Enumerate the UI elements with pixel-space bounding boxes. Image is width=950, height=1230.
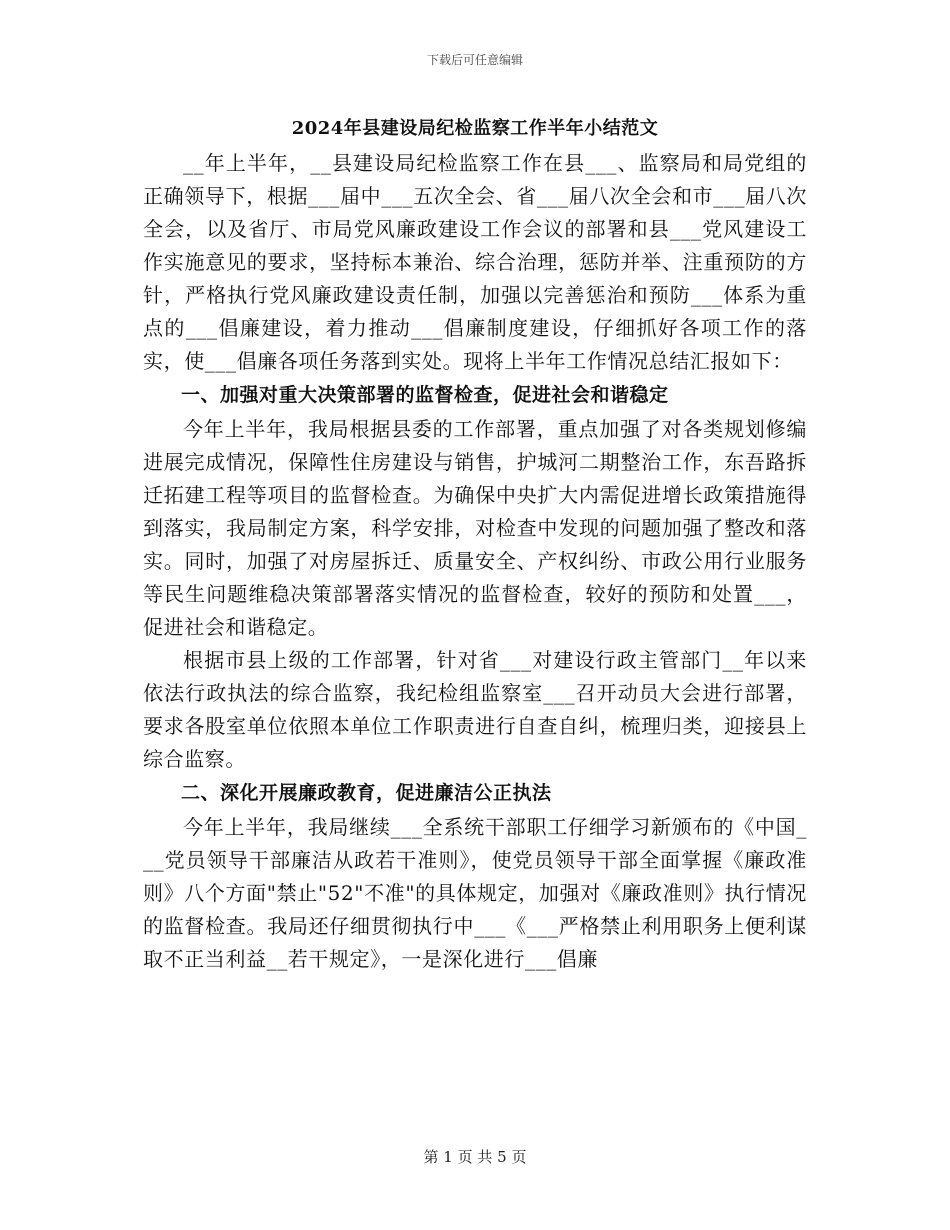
document-body xyxy=(143,115,807,976)
section-heading-1: 一、加强对重大决策部署的监督检查，促进社会和谐稳定 xyxy=(181,384,669,406)
paragraph-section1-a: 今年上半年，我局根据县委的工作部署，重点加强了对各类规划修编进展完成情况，保障性住房建设与销售，护城河二期整治工作，东吾路拆迁拓建工程等项目的监督检查。为确保中央扩大内需促进增长政策措施得到落实，我局制定方案，科学安排，对检查中发现的问题加强了整改和落实。同时，加强了对房屋拆迁、质量安全、产权纠纷、市政公用行业服务等民生问题维稳决策部署落实情况的监督检查，较好的预防和处置___，促进社会和谐稳定。 xyxy=(143,417,807,639)
paragraph-section2-a: 今年上半年，我局继续___全系统干部职工仔细学习新颁布的《中国___党员领导干部廉洁从政若干准则》，使党员领导干部全面掌握《廉政准则》八个方面"禁止"52"不准"的具体规定，加强对《廉政准则》执行情况的监督检查。我局还仔细贯彻执行中___《___严格禁止利用职务上便利谋取不正当利益__若干规定》，一是深化进行___倡廉 xyxy=(143,815,807,971)
paragraph-section1-b: 根据市县上级的工作部署，针对省___对建设行政主管部门__年以来依法行政执法的综合监察，我纪检组监察室___召开动员大会进行部署，要求各股室单位依照本单位工作职责进行自查自纠，梳理归类，迎接县上综合监察。 xyxy=(143,648,807,771)
document-title: 2024年县建设局纪检监察工作半年小结范文 xyxy=(291,118,659,139)
section-heading-2: 二、深化开展廉政教育，促进廉洁公正执法 xyxy=(181,782,552,804)
paragraph-intro: __年上半年，__县建设局纪检监察工作在县___、监察局和局党组的正确领导下，根据___届中___五次全会、省___届八次全会和市___届八次全会，以及省厅、市局党风廉政建设工作会议的部署和县___党风建设工作实施意见的要求，坚持标本兼治、综合治理，惩防并举、注重预防的方针，严格执行党风廉政建设责任制，加强以完善惩治和预防___体系为重点的___倡廉建设，着力推动___倡廉制度建设，仔细抓好各项工作的落实，使___倡廉各项任务落到实处。现将上半年工作情况总结汇报如下： xyxy=(143,151,807,373)
page-footer: 第 1 页 共 5 页 xyxy=(423,1148,527,1166)
header-note: 下载后可任意编辑 xyxy=(426,53,523,67)
